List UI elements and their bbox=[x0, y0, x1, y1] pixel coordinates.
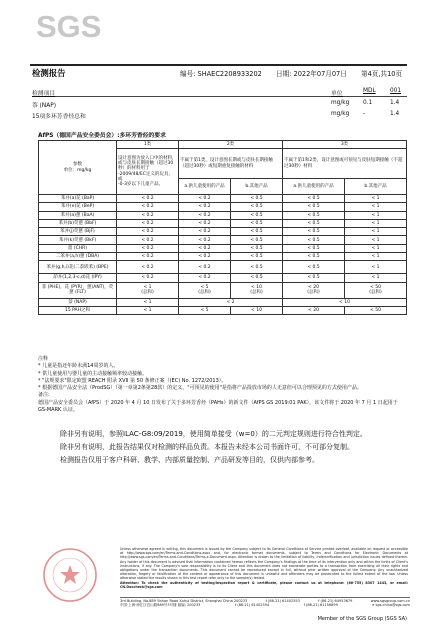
row-label: 二苯并(a,h)蒽 (DBA) bbox=[39, 253, 117, 261]
cell: < 0.2 bbox=[117, 244, 179, 252]
table-row bbox=[39, 236, 407, 244]
sub-header: b.其他产品 bbox=[231, 179, 283, 195]
summary-mdl: - bbox=[363, 111, 366, 117]
table-row bbox=[39, 211, 407, 219]
summary-unit: mg/kg bbox=[331, 111, 350, 117]
cell: < 1 bbox=[345, 195, 407, 203]
sgs-logo bbox=[36, 9, 102, 44]
table-row bbox=[39, 282, 407, 298]
cell: < 10 bbox=[231, 306, 283, 314]
row-label: 苯并(b)荧蒽 (BbF) bbox=[39, 219, 117, 227]
cell: < 1 bbox=[345, 274, 407, 282]
note-line: * 根据德国产品安全法（ProdSG）（第一章第2条第28款）的定义，"可预见的使用"是指将产品投放市场的人无意但可以合理预见的方式使用产品。 bbox=[38, 385, 362, 392]
cell: < 0.2 bbox=[117, 228, 179, 236]
category-3-desc: 不属于第1和2类，设计意图或可预见与皮肤短期接触（不超过30秒）材料 bbox=[283, 149, 407, 179]
cell: < 20 bbox=[283, 306, 345, 314]
col-unit: 单位 bbox=[331, 91, 343, 97]
summary-row bbox=[32, 100, 407, 109]
cell: < 0.5 bbox=[283, 195, 345, 203]
category-3-header: 3类 bbox=[283, 141, 407, 149]
cell: < 0.2 bbox=[179, 261, 231, 274]
terms-fine-print bbox=[120, 547, 408, 589]
cell: < 1 bbox=[345, 211, 407, 219]
cell: < 1 bbox=[117, 298, 179, 306]
cell: < 0.2 bbox=[117, 274, 179, 282]
sub-header: a.供儿童使用的产品 bbox=[179, 179, 231, 195]
table-row bbox=[39, 244, 407, 252]
cell: < 1 bbox=[345, 261, 407, 274]
note-line: * 供儿童使用与婴儿童的主动接触频率较动接触。 bbox=[38, 370, 148, 377]
category-2-header: 2类 bbox=[179, 141, 283, 149]
statement-block bbox=[60, 428, 400, 467]
cell: < 0.5 bbox=[231, 274, 283, 282]
cell: < 0.5 bbox=[231, 219, 283, 227]
cell: < 5 bbox=[179, 306, 231, 314]
cell: < 0.2 bbox=[179, 228, 231, 236]
table-row bbox=[39, 306, 407, 314]
cell: < 0.2 bbox=[179, 244, 231, 252]
cell: < 0.5 bbox=[231, 211, 283, 219]
cell: < 0.2 bbox=[117, 195, 179, 203]
cell: < 0.5 bbox=[283, 236, 345, 244]
row-label: 苯并(e)芘 (BeP) bbox=[39, 203, 117, 211]
summary-result: 1.4 bbox=[390, 111, 400, 117]
cell: < 0.2 bbox=[179, 253, 231, 261]
summary-item: 萘 (NAP) bbox=[32, 103, 56, 109]
section-title: AfPS（德国产品安全委员会）:多环芳香烃的要求 bbox=[38, 133, 166, 139]
cell: < 1 bbox=[345, 236, 407, 244]
table-row bbox=[39, 203, 407, 211]
row-label: 15 PAH之和 bbox=[39, 306, 117, 314]
table-row bbox=[39, 219, 407, 227]
cell: < 0.2 bbox=[179, 203, 231, 211]
cell: < 1 bbox=[345, 253, 407, 261]
cell: < 0.5 bbox=[283, 274, 345, 282]
table-row bbox=[39, 261, 407, 274]
cell: < 0.5 bbox=[231, 236, 283, 244]
member-text: Member of the SGS Group (SGS SA) bbox=[317, 616, 407, 622]
fine-print-text: Unless otherwise agreed in writing, this document is issued by the Company subject to its General Conditions of Service printed overleaf, available on request or accessible at http://www.sgs.com/en/Terms-and-Conditions.aspx and, for electronic format documents, subject to Terms and Conditions for Electronic Documents at http://www.sgs.com/en/Terms-and-Conditions/Terms-e-Document.aspx. Attention is drawn to the limitation of liability, indemnification and jurisdiction issues defined therein. Any holder of this document is advised that information contained hereon reflects the Company's findings at the time of its intervention only and within the limits of Client's instructions, if any. The Company's sole responsibility is to its Client and this document does not exonerate parties to a transaction from exercising all their rights and obligations under the transaction documents. This document cannot be reproduced except in full, without prior written approval of the Company. Any unauthorized alteration, forgery or falsification of the content or appearance of this document is unlawful and offenders may be prosecuted to the fullest extent of the law. Unless otherwise stated the results shown in this test report refer only to the sample(s) tested. bbox=[120, 547, 408, 581]
cell: < 0.2 bbox=[179, 274, 231, 282]
statement-line: 检测报告仅用于客户科研、教学、内部质量控制、产品研发等目的，仅供内部参考。 bbox=[60, 456, 319, 464]
table-row bbox=[39, 274, 407, 282]
cell: < 1 bbox=[345, 203, 407, 211]
cell: < 0.2 bbox=[179, 236, 231, 244]
cell: < 0.5 bbox=[283, 219, 345, 227]
phone: t (86-21) 61402594 bbox=[234, 603, 270, 607]
cell: < 0.2 bbox=[117, 211, 179, 219]
sub-header: b.其他产品 bbox=[345, 179, 407, 195]
fax: f (86-21) 61156899 bbox=[303, 603, 338, 607]
cell: < 0.2 bbox=[179, 219, 231, 227]
row-label: 苯并(j)荧蒽 (BjF) bbox=[39, 228, 117, 236]
param-header: 参数 单位：mg/kg bbox=[39, 141, 117, 195]
row-label: 苯并(a)芘 (BaP) bbox=[39, 195, 117, 203]
header-divider bbox=[30, 64, 407, 66]
cell: < 0.2 bbox=[117, 219, 179, 227]
col-result: 001 bbox=[390, 88, 402, 94]
summary-result: 1.4 bbox=[390, 100, 400, 106]
cell: < 0.5 bbox=[231, 228, 283, 236]
website: www.sgsgroup.com.cn bbox=[370, 599, 410, 603]
cell: < 1 (总和) bbox=[117, 282, 179, 298]
cell: < 1 bbox=[117, 306, 179, 314]
address-en: 3rd Building, No.889 Yishan Road Xuhui District, Shanghai China 200233 bbox=[120, 599, 248, 603]
table-row bbox=[39, 298, 407, 306]
row-label: 菲 (PHE)，芘 (PYR)，蒽(ANT)，荧蒽 (FLT) bbox=[39, 282, 117, 298]
category-1-header: 1类 bbox=[117, 141, 179, 149]
cell: < 5 (总和) bbox=[179, 282, 231, 298]
cell: < 0.2 bbox=[117, 253, 179, 261]
cell: < 2 bbox=[179, 298, 283, 306]
summary-header bbox=[32, 88, 407, 97]
company-seal-stamp bbox=[42, 547, 98, 603]
cell: < 0.5 bbox=[231, 253, 283, 261]
report-title: 检测报告 bbox=[32, 68, 66, 78]
cell: < 0.5 bbox=[283, 244, 345, 252]
email: e sgs.china@sgs.com bbox=[372, 603, 410, 607]
cell: < 50 (总和) bbox=[345, 282, 407, 298]
col-item: 检测项目 bbox=[32, 91, 56, 97]
cell: < 20 (总和) bbox=[283, 282, 345, 298]
note-line: * "法规要求"限定欧盟 REACH 附录 XVII 第 50 条修正案（(EC) No. 1272/2013）。 bbox=[38, 377, 227, 384]
row-label: 䓛 (CHR) bbox=[39, 244, 117, 252]
cell: < 0.5 bbox=[283, 253, 345, 261]
authenticity-notice: Attention: To check the authenticity of testing/inspection report & certificate, please contact us at telephone: (86-755) 8307 1443, or email: CN.Doccheck@sgs.com bbox=[120, 580, 408, 589]
col-mdl: MDL bbox=[363, 88, 376, 94]
cell: < 0.5 bbox=[283, 228, 345, 236]
cell: < 0.2 bbox=[179, 211, 231, 219]
table-row bbox=[39, 228, 407, 236]
summary-item: 15项多环芳香烃总和 bbox=[32, 114, 86, 120]
sub-header: a.供儿童使用的产品 bbox=[283, 179, 345, 195]
statement-line: 除非另有说明，参照ILAC-G8:09/2019，使用简单接受（w=0）的二元判定规则进行符合性判定。 bbox=[60, 430, 367, 438]
table-row bbox=[39, 253, 407, 261]
cell: < 0.5 bbox=[231, 203, 283, 211]
cell: < 0.2 bbox=[117, 261, 179, 274]
cell: < 0.5 bbox=[231, 261, 283, 274]
cell: < 0.5 bbox=[231, 244, 283, 252]
cell: < 0.5 bbox=[283, 203, 345, 211]
category-1-desc: 设计意图为放入口中的材料，或与皮肤长期接触（超过30秒）的材料用于 -2009/48/EC定义的玩具，或 -0-3岁以下儿童产品。 bbox=[117, 149, 179, 195]
note-line: 备注: bbox=[38, 392, 50, 399]
cell: < 0.2 bbox=[179, 195, 231, 203]
cell: < 0.2 bbox=[117, 236, 179, 244]
row-label: 苯并(a)蒽 (BaA) bbox=[39, 211, 117, 219]
cell: < 1 bbox=[345, 228, 407, 236]
report-date: 日期: 2022年07月07日 bbox=[276, 70, 347, 78]
cell: < 1 bbox=[345, 219, 407, 227]
note-line: 德国产品安全委员会（AfPS）于 2020 年 4 月 10 日发布了关于多环芳香烃（PAHs）的新文件（AfPS GS 2019:01 PAK），该文件将于 2020 年 7 月 1 日起用于 GS-MARK 认证。 bbox=[38, 399, 398, 414]
summary-row bbox=[32, 111, 407, 120]
svg-text:SGS: SGS bbox=[36, 9, 102, 44]
notes-block bbox=[38, 356, 408, 414]
fax: f (86-21) 64953679 bbox=[318, 599, 353, 603]
cell: < 10 (总和) bbox=[231, 282, 283, 298]
note-line: * 儿童是指还年龄未满14周岁的人。 bbox=[38, 363, 119, 370]
cell: < 10 bbox=[283, 298, 407, 306]
statement-line: 除非另有说明，此报告结果仅对检测的样品负责。本报告未经本公司书面许可，不可部分复制。 bbox=[60, 443, 354, 451]
row-label: 萘 (NAP) bbox=[39, 298, 117, 306]
summary-mdl: 0.1 bbox=[363, 100, 373, 106]
table-row bbox=[39, 195, 407, 203]
row-label: 苯并(k)荧蒽 (BkF) bbox=[39, 236, 117, 244]
cell: < 50 bbox=[345, 306, 407, 314]
row-label: 苯并(g,h,i)苝(二萘嵌苯) (BPE) bbox=[39, 261, 117, 274]
category-2-desc: 不属于第1类，设计意图长期或与皮肤长期接触（超过30秒）或短期重复接触的材料 bbox=[179, 149, 283, 179]
note-line: 注释 bbox=[38, 356, 49, 362]
cell: < 1 bbox=[345, 244, 407, 252]
address-cn: 中国·上海·徐汇区宜山路889号3号楼 邮编: 200233 bbox=[120, 603, 201, 607]
afps-requirements-table bbox=[38, 140, 407, 315]
cell: < 0.5 bbox=[231, 195, 283, 203]
cell: < 0.5 bbox=[283, 261, 345, 274]
page-number: 第4页,共10页 bbox=[361, 70, 403, 78]
cell: < 0.5 bbox=[283, 211, 345, 219]
row-label: 茚并(1,2,3-c,d)芘 (IPY) bbox=[39, 274, 117, 282]
report-number: 编号: SHAEC2208933202 bbox=[180, 70, 262, 78]
phone: t (86-21) 61402553 bbox=[265, 599, 300, 603]
summary-unit: mg/kg bbox=[331, 100, 350, 106]
cell: < 0.2 bbox=[117, 203, 179, 211]
footer-contact bbox=[120, 597, 410, 608]
